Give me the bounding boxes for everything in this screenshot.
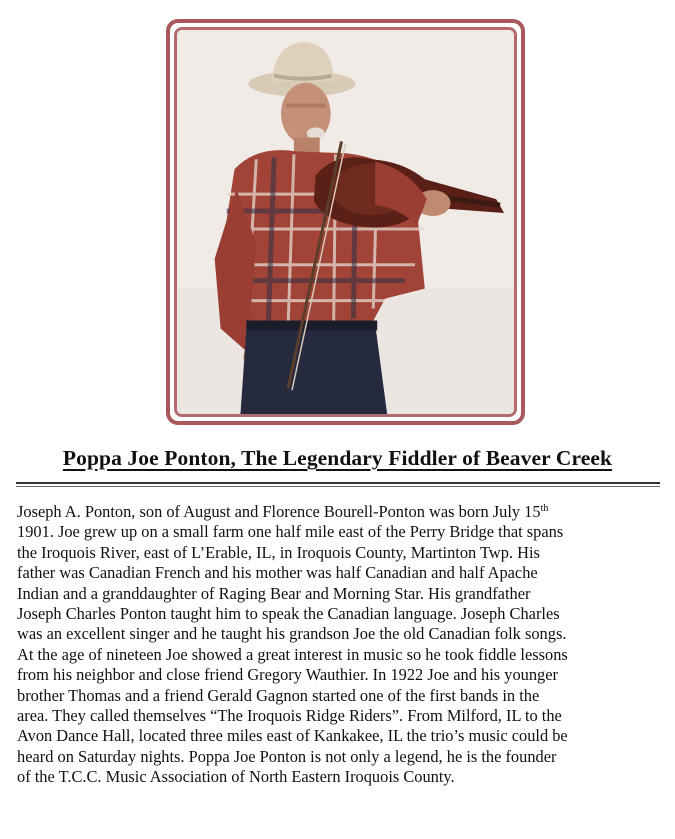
paragraph-line: area. They called themselves “The Iroquois Ridge Riders”. From Milford, IL to the [17,706,562,726]
document-title [0,446,675,471]
paragraph-line: heard on Saturday nights. Poppa Joe Ponton is not only a legend, he is the founder [17,746,557,766]
portrait-photo [174,27,517,417]
photo-frame [166,19,525,425]
paragraph-line: At the age of nineteen Joe showed a great interest in music so he took fiddle lessons [17,644,568,664]
paragraph-line: 1901. Joe grew up on a small farm one half mile east of the Perry Bridge that spans [17,522,564,542]
ordinal-suffix: th [540,503,549,514]
fiddler-portrait-icon [177,30,514,414]
paragraph-line: Avon Dance Hall, located three miles east of Kankakee, IL the trio’s music could be [17,726,568,746]
paragraph-line: father was Canadian French and his mother was half Canadian and half Apache [17,563,538,583]
title-text: Poppa Joe Ponton, The Legendary Fiddler of Beaver Creek [62,446,613,470]
paragraph-line: Indian and a granddaughter of Raging Bear and Morning Star. His grandfather [17,583,531,603]
paragraph-line: Joseph Charles Ponton taught him to speak the Canadian language. Joseph Charles [17,604,560,624]
title-underline-rule [16,482,660,484]
paragraph-line [17,502,665,522]
paragraph-line: from his neighbor and close friend Gregory Wauthier. In 1922 Joe and his younger [17,665,558,685]
line-text: Joseph A. Ponton, son of August and Florence Bourell-Ponton was born July 15 [17,502,541,521]
paragraph-line: the Iroquois River, east of L’Erable, IL, in Iroquois County, Martinton Twp. His [17,542,540,562]
paragraph-line: was an excellent singer and he taught his grandson Joe the old Canadian folk songs. [17,624,567,644]
title-underline-rule-secondary [16,486,660,487]
paragraph-line: brother Thomas and a friend Gerald Gagnon started one of the first bands in the [17,685,540,705]
biography-paragraph [17,502,665,788]
paragraph-line: of the T.C.C. Music Association of North Eastern Iroquois County. [17,767,455,787]
